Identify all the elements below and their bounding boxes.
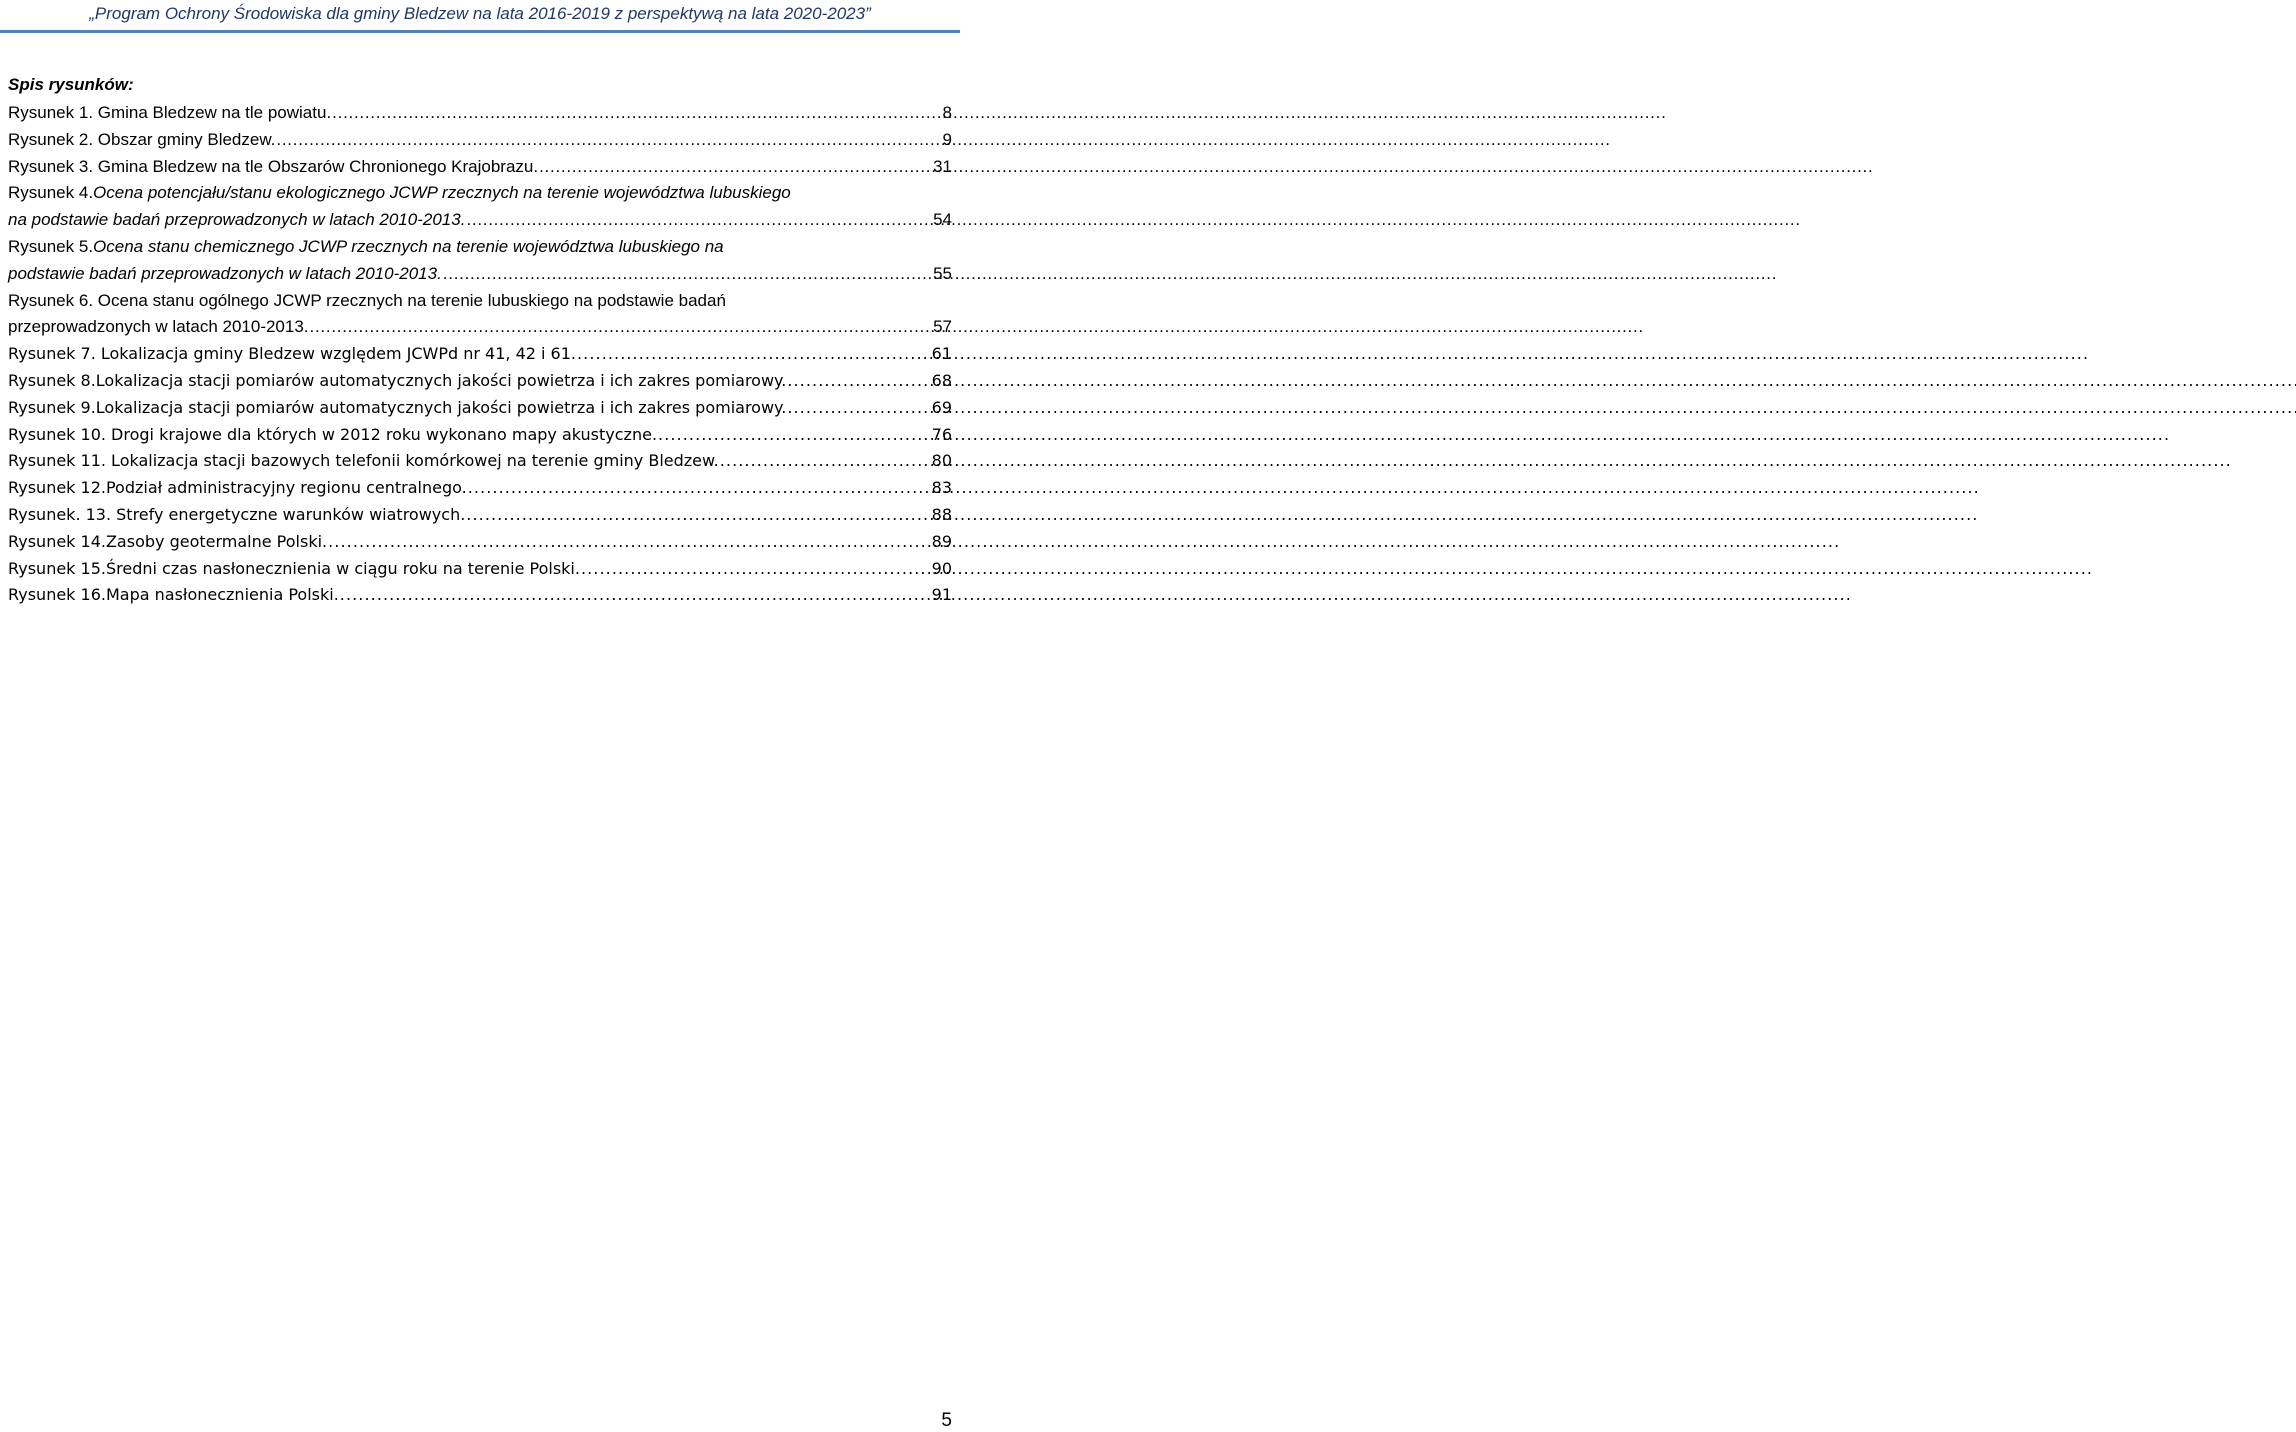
toc-entry-line2: [8, 261, 952, 288]
toc-entry-label: podstawie badań przeprowadzonych w latach 2010-2013.: [8, 263, 442, 283]
toc-entry-prefix: Rysunek 6.: [8, 290, 98, 310]
toc-entry-label: Rysunek 10. Drogi krajowe dla których w 2012 roku wykonano mapy akustyczne.: [8, 424, 658, 444]
toc-entry-2[interactable]: [8, 127, 952, 154]
toc-entry-label: na podstawie badań przeprowadzonych w latach 2010-2013.: [8, 210, 466, 230]
toc-entry-line2: [8, 207, 952, 234]
dot-leader: [581, 556, 931, 583]
toc-entry-5[interactable]: [8, 234, 952, 288]
toc-entry-prefix: Rysunek 5.: [8, 236, 94, 256]
toc-entry-page: 80: [931, 451, 952, 471]
dot-leader: [310, 314, 933, 341]
toc-entry-page: 83: [931, 478, 952, 498]
figure-list: [8, 100, 952, 609]
dot-leader: [443, 261, 932, 288]
dot-leader: [787, 368, 930, 395]
toc-entry-prefix: Rysunek 4.: [8, 183, 94, 203]
toc-entry-label: Rysunek 9.Lokalizacja stacji pomiarów automatycznych jakości powietrza i ich zakres pomiarowy.: [8, 397, 787, 417]
toc-entry-label: Rysunek 11. Lokalizacja stacji bazowych telefonii komórkowej na terenie gminy Bledzew.: [8, 451, 719, 471]
dot-leader: [466, 502, 930, 529]
toc-entry-page: 91: [931, 585, 952, 605]
section-title: Spis rysunków:: [8, 75, 134, 94]
header-rule: [0, 30, 960, 33]
toc-entry-label: przeprowadzonych w latach 2010-2013.: [8, 317, 309, 337]
toc-entry-page: 89: [931, 531, 952, 551]
dot-leader: [276, 127, 941, 154]
toc-entry-label: Rysunek 2. Obszar gminy Bledzew.: [8, 129, 276, 149]
dot-leader: [539, 154, 932, 181]
dot-leader: [340, 582, 931, 609]
toc-entry-11[interactable]: [8, 448, 952, 475]
toc-entry-9[interactable]: [8, 395, 952, 422]
toc-entry-title: Ocena potencjału/stanu ekologicznego JCWP rzecznych na terenie województwa lubuskiego: [93, 183, 791, 203]
dot-leader: [468, 475, 931, 502]
toc-entry-label: Rysunek. 13. Strefy energetyczne warunków wiatrowych.: [8, 504, 466, 524]
toc-entry-line2: [8, 314, 952, 341]
toc-entry-page: 55: [933, 263, 952, 283]
toc-entry-7[interactable]: [8, 341, 952, 368]
toc-entry-10[interactable]: [8, 422, 952, 449]
toc-entry-line1: [8, 288, 952, 315]
toc-entry-label: Rysunek 16.Mapa nasłonecznienia Polski.: [8, 585, 339, 605]
toc-entry-label: Rysunek 8.Lokalizacja stacji pomiarów automatycznych jakości powietrza i ich zakres pomiarowy.: [8, 370, 787, 390]
dot-leader: [658, 422, 931, 449]
toc-entry-page: 88: [931, 504, 952, 524]
dot-leader: [328, 529, 931, 556]
toc-entry-14[interactable]: [8, 529, 952, 556]
toc-entry-15[interactable]: [8, 556, 952, 583]
toc-entry-page: 57: [933, 317, 952, 337]
toc-entry-page: 76: [931, 424, 952, 444]
toc-entry-page: 9: [942, 129, 952, 149]
toc-entry-8[interactable]: [8, 368, 952, 395]
toc-entry-page: 61: [931, 344, 952, 364]
toc-entry-page: 90: [931, 558, 952, 578]
dot-leader: [720, 448, 931, 475]
dot-leader: [787, 395, 930, 422]
toc-entry-page: 69: [931, 397, 952, 417]
dot-leader: [577, 341, 931, 368]
running-header: „Program Ochrony Środowiska dla gminy Bledzew na lata 2016-2019 z perspektywą na lata 2020-2023”: [89, 4, 871, 23]
toc-entry-13[interactable]: [8, 502, 952, 529]
toc-entry-label: Rysunek 7. Lokalizacja gminy Bledzew względem JCWPd nr 41, 42 i 61.: [8, 344, 576, 364]
toc-entry-label: Rysunek 1. Gmina Bledzew na tle powiatu.: [8, 103, 332, 122]
toc-entry-3[interactable]: [8, 154, 952, 181]
toc-entry-title: Ocena stanu ogólnego JCWP rzecznych na terenie lubuskiego na podstawie badań: [97, 290, 726, 310]
toc-entry-12[interactable]: [8, 475, 952, 502]
toc-entry-label: Rysunek 14.Zasoby geotermalne Polski.: [8, 531, 328, 551]
toc-entry-label: Rysunek 12.Podział administracyjny regionu centralnego.: [8, 478, 467, 498]
toc-entry-page: 68: [931, 370, 952, 390]
toc-entry-4[interactable]: [8, 180, 952, 234]
toc-entry-label: Rysunek 15.Średni czas nasłonecznienia w ciągu roku na terenie Polski.: [8, 558, 580, 578]
toc-entry-line1: [8, 234, 952, 261]
toc-entry-1[interactable]: [8, 100, 952, 127]
toc-entry-page: 54: [933, 210, 952, 230]
dot-leader: [466, 207, 932, 234]
toc-entry-page: 31: [933, 156, 952, 176]
toc-entry-16[interactable]: [8, 582, 952, 609]
dot-leader: [332, 100, 941, 127]
page-number: 5: [941, 1410, 952, 1431]
toc-entry-line1: [8, 180, 952, 207]
toc-entry-label: Rysunek 3. Gmina Bledzew na tle Obszarów Chronionego Krajobrazu.: [8, 156, 539, 176]
toc-entry-page: 8: [942, 103, 952, 122]
toc-entry-6[interactable]: [8, 288, 952, 342]
toc-entry-title: Ocena stanu chemicznego JCWP rzecznych na terenie województwa lubuskiego na: [93, 236, 724, 256]
